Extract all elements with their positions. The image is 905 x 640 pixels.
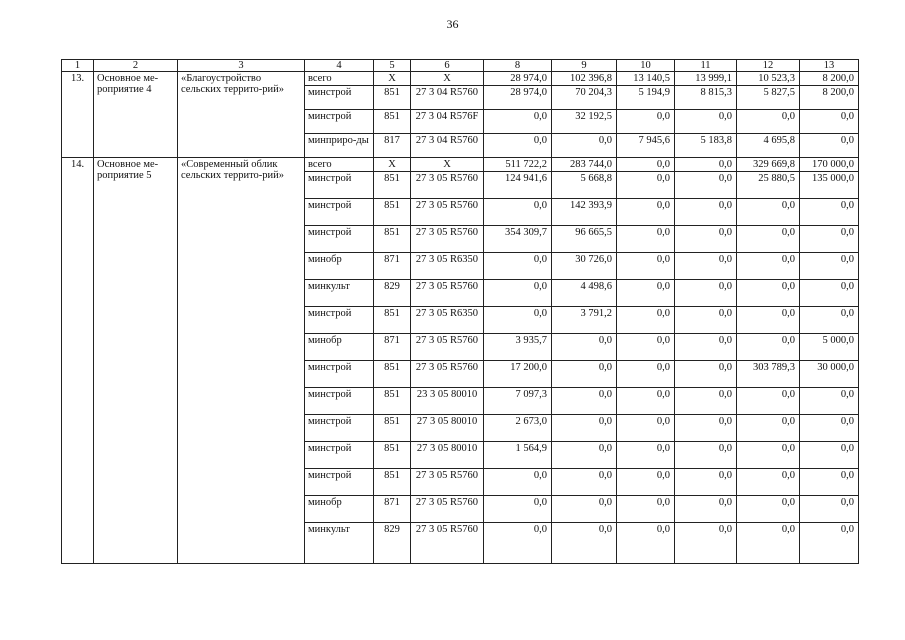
- value-col-8: 1 564,9: [484, 442, 552, 469]
- executor-cell: минприро-ды: [305, 134, 374, 158]
- executor-cell: минстрой: [305, 86, 374, 110]
- ministry-code-cell: 851: [374, 226, 411, 253]
- header-cell: 11: [675, 60, 737, 72]
- executor-cell: минобр: [305, 496, 374, 523]
- value-col-10: 0,0: [617, 442, 675, 469]
- ministry-code-cell: 851: [374, 442, 411, 469]
- ministry-code-cell: 871: [374, 334, 411, 361]
- value-col-8: 354 309,7: [484, 226, 552, 253]
- value-col-11: 0,0: [675, 388, 737, 415]
- budget-code-cell: Х: [411, 158, 484, 172]
- value-col-11: 0,0: [675, 226, 737, 253]
- row-number: 14.: [62, 158, 94, 564]
- header-cell: 10: [617, 60, 675, 72]
- value-col-11: 0,0: [675, 496, 737, 523]
- value-col-11: 0,0: [675, 172, 737, 199]
- value-col-11: 0,0: [675, 334, 737, 361]
- executor-cell: минстрой: [305, 361, 374, 388]
- value-col-8: 0,0: [484, 134, 552, 158]
- budget-code-cell: 27 3 05 R6350: [411, 253, 484, 280]
- value-col-10: 0,0: [617, 199, 675, 226]
- value-col-9: 3 791,2: [552, 307, 617, 334]
- row-number: 13.: [62, 72, 94, 158]
- ministry-code-cell: 851: [374, 361, 411, 388]
- value-col-11: 0,0: [675, 307, 737, 334]
- value-col-11: 13 999,1: [675, 72, 737, 86]
- executor-cell: минстрой: [305, 226, 374, 253]
- ministry-code-cell: 851: [374, 388, 411, 415]
- value-col-10: 0,0: [617, 226, 675, 253]
- header-cell: 8: [484, 60, 552, 72]
- budget-code-cell: 27 3 05 R5760: [411, 523, 484, 564]
- value-col-8: 17 200,0: [484, 361, 552, 388]
- value-col-12: 0,0: [737, 280, 800, 307]
- value-col-13: 8 200,0: [800, 86, 859, 110]
- value-col-9: 102 396,8: [552, 72, 617, 86]
- value-col-8: 0,0: [484, 280, 552, 307]
- value-col-13: 0,0: [800, 134, 859, 158]
- header-cell: 2: [94, 60, 178, 72]
- value-col-12: 25 880,5: [737, 172, 800, 199]
- budget-code-cell: Х: [411, 72, 484, 86]
- value-col-9: 0,0: [552, 523, 617, 564]
- ministry-code-cell: 871: [374, 496, 411, 523]
- event-title: Основное ме-роприятие 5: [94, 158, 178, 564]
- header-cell: 9: [552, 60, 617, 72]
- value-col-10: 0,0: [617, 388, 675, 415]
- value-col-9: 5 668,8: [552, 172, 617, 199]
- budget-code-cell: 27 3 04 R5760: [411, 134, 484, 158]
- value-col-8: 0,0: [484, 307, 552, 334]
- value-col-9: 30 726,0: [552, 253, 617, 280]
- executor-cell: минкульт: [305, 280, 374, 307]
- value-col-11: 8 815,3: [675, 86, 737, 110]
- header-row: [62, 60, 859, 72]
- value-col-13: 0,0: [800, 253, 859, 280]
- value-col-12: 303 789,3: [737, 361, 800, 388]
- value-col-9: 0,0: [552, 496, 617, 523]
- executor-cell: минобр: [305, 253, 374, 280]
- value-col-12: 0,0: [737, 469, 800, 496]
- budget-code-cell: 27 3 05 R6350: [411, 307, 484, 334]
- value-col-9: 0,0: [552, 442, 617, 469]
- value-col-10: 0,0: [617, 172, 675, 199]
- value-col-11: 0,0: [675, 469, 737, 496]
- value-col-10: 7 945,6: [617, 134, 675, 158]
- ministry-code-cell: 829: [374, 523, 411, 564]
- value-col-13: 0,0: [800, 442, 859, 469]
- ministry-code-cell: 851: [374, 110, 411, 134]
- value-col-13: 0,0: [800, 280, 859, 307]
- budget-code-cell: 27 3 05 R5760: [411, 172, 484, 199]
- value-col-12: 0,0: [737, 307, 800, 334]
- value-col-9: 283 744,0: [552, 158, 617, 172]
- value-col-11: 0,0: [675, 523, 737, 564]
- value-col-12: 0,0: [737, 388, 800, 415]
- budget-code-cell: 27 3 04 R5760: [411, 86, 484, 110]
- value-col-13: 0,0: [800, 307, 859, 334]
- budget-code-cell: 27 3 05 80010: [411, 442, 484, 469]
- header-cell: 1: [62, 60, 94, 72]
- value-col-12: 0,0: [737, 523, 800, 564]
- header-cell: 12: [737, 60, 800, 72]
- value-col-13: 0,0: [800, 388, 859, 415]
- ministry-code-cell: 829: [374, 280, 411, 307]
- value-col-13: 0,0: [800, 110, 859, 134]
- value-col-13: 0,0: [800, 469, 859, 496]
- budget-table: [61, 59, 859, 564]
- value-col-8: 0,0: [484, 199, 552, 226]
- ministry-code-cell: Х: [374, 72, 411, 86]
- value-col-8: 511 722,2: [484, 158, 552, 172]
- ministry-code-cell: 851: [374, 199, 411, 226]
- table-body: [62, 72, 859, 564]
- value-col-8: 28 974,0: [484, 72, 552, 86]
- executor-cell: минстрой: [305, 415, 374, 442]
- value-col-13: 0,0: [800, 415, 859, 442]
- value-col-12: 0,0: [737, 253, 800, 280]
- budget-code-cell: 27 3 05 R5760: [411, 469, 484, 496]
- value-col-8: 0,0: [484, 110, 552, 134]
- value-col-9: 96 665,5: [552, 226, 617, 253]
- value-col-8: 0,0: [484, 469, 552, 496]
- value-col-8: 7 097,3: [484, 388, 552, 415]
- value-col-12: 0,0: [737, 442, 800, 469]
- value-col-13: 0,0: [800, 199, 859, 226]
- value-col-11: 0,0: [675, 158, 737, 172]
- value-col-8: 0,0: [484, 253, 552, 280]
- value-col-10: 0,0: [617, 253, 675, 280]
- value-col-12: 0,0: [737, 110, 800, 134]
- event-name: «Современный облик сельских террито-рий»: [178, 158, 305, 564]
- header-cell: 3: [178, 60, 305, 72]
- value-col-13: 8 200,0: [800, 72, 859, 86]
- header-cell: 6: [411, 60, 484, 72]
- value-col-12: 10 523,3: [737, 72, 800, 86]
- value-col-10: 0,0: [617, 334, 675, 361]
- value-col-9: 0,0: [552, 469, 617, 496]
- header-cell: 5: [374, 60, 411, 72]
- value-col-10: 0,0: [617, 110, 675, 134]
- header-cell: 4: [305, 60, 374, 72]
- value-col-10: 5 194,9: [617, 86, 675, 110]
- value-col-8: 0,0: [484, 496, 552, 523]
- value-col-11: 0,0: [675, 280, 737, 307]
- value-col-13: 30 000,0: [800, 361, 859, 388]
- event-title: Основное ме-роприятие 4: [94, 72, 178, 158]
- executor-cell: всего: [305, 158, 374, 172]
- value-col-10: 0,0: [617, 469, 675, 496]
- value-col-13: 135 000,0: [800, 172, 859, 199]
- value-col-10: 0,0: [617, 361, 675, 388]
- value-col-11: 5 183,8: [675, 134, 737, 158]
- value-col-11: 0,0: [675, 361, 737, 388]
- value-col-8: 0,0: [484, 523, 552, 564]
- value-col-12: 329 669,8: [737, 158, 800, 172]
- value-col-10: 0,0: [617, 523, 675, 564]
- value-col-8: 28 974,0: [484, 86, 552, 110]
- budget-code-cell: 27 3 05 R5760: [411, 226, 484, 253]
- value-col-12: 0,0: [737, 334, 800, 361]
- ministry-code-cell: 851: [374, 86, 411, 110]
- executor-cell: всего: [305, 72, 374, 86]
- value-col-13: 0,0: [800, 496, 859, 523]
- value-col-8: 124 941,6: [484, 172, 552, 199]
- budget-code-cell: 27 3 05 R5760: [411, 361, 484, 388]
- value-col-11: 0,0: [675, 199, 737, 226]
- value-col-13: 5 000,0: [800, 334, 859, 361]
- value-col-8: 3 935,7: [484, 334, 552, 361]
- value-col-12: 5 827,5: [737, 86, 800, 110]
- ministry-code-cell: 851: [374, 172, 411, 199]
- value-col-9: 142 393,9: [552, 199, 617, 226]
- executor-cell: минстрой: [305, 442, 374, 469]
- value-col-13: 0,0: [800, 523, 859, 564]
- budget-code-cell: 27 3 05 R5760: [411, 280, 484, 307]
- value-col-9: 70 204,3: [552, 86, 617, 110]
- value-col-10: 0,0: [617, 496, 675, 523]
- header-cell: 13: [800, 60, 859, 72]
- value-col-12: 0,0: [737, 199, 800, 226]
- executor-cell: минстрой: [305, 172, 374, 199]
- budget-code-cell: 27 3 05 R5760: [411, 334, 484, 361]
- executor-cell: минстрой: [305, 388, 374, 415]
- ministry-code-cell: Х: [374, 158, 411, 172]
- value-col-9: 32 192,5: [552, 110, 617, 134]
- value-col-9: 0,0: [552, 334, 617, 361]
- ministry-code-cell: 817: [374, 134, 411, 158]
- value-col-12: 0,0: [737, 226, 800, 253]
- value-col-13: 170 000,0: [800, 158, 859, 172]
- budget-code-cell: 27 3 05 R5760: [411, 496, 484, 523]
- executor-cell: минстрой: [305, 110, 374, 134]
- event-name: «Благоустройство сельских террито-рий»: [178, 72, 305, 158]
- page-number: 36: [446, 17, 459, 31]
- budget-code-cell: 27 3 04 R576F: [411, 110, 484, 134]
- executor-cell: минстрой: [305, 307, 374, 334]
- value-col-8: 2 673,0: [484, 415, 552, 442]
- value-col-11: 0,0: [675, 253, 737, 280]
- value-col-10: 0,0: [617, 280, 675, 307]
- value-col-10: 13 140,5: [617, 72, 675, 86]
- value-col-10: 0,0: [617, 415, 675, 442]
- value-col-11: 0,0: [675, 110, 737, 134]
- value-col-12: 0,0: [737, 415, 800, 442]
- value-col-9: 0,0: [552, 361, 617, 388]
- executor-cell: минобр: [305, 334, 374, 361]
- executor-cell: минкульт: [305, 523, 374, 564]
- budget-code-cell: 23 3 05 80010: [411, 388, 484, 415]
- executor-cell: минстрой: [305, 469, 374, 496]
- budget-code-cell: 27 3 05 R5760: [411, 199, 484, 226]
- ministry-code-cell: 851: [374, 307, 411, 334]
- value-col-12: 0,0: [737, 496, 800, 523]
- value-col-9: 0,0: [552, 415, 617, 442]
- ministry-code-cell: 851: [374, 415, 411, 442]
- ministry-code-cell: 871: [374, 253, 411, 280]
- value-col-9: 4 498,6: [552, 280, 617, 307]
- value-col-10: 0,0: [617, 158, 675, 172]
- value-col-12: 4 695,8: [737, 134, 800, 158]
- value-col-13: 0,0: [800, 226, 859, 253]
- table-row: [62, 72, 859, 86]
- value-col-9: 0,0: [552, 388, 617, 415]
- ministry-code-cell: 851: [374, 469, 411, 496]
- value-col-9: 0,0: [552, 134, 617, 158]
- value-col-10: 0,0: [617, 307, 675, 334]
- value-col-11: 0,0: [675, 415, 737, 442]
- value-col-11: 0,0: [675, 442, 737, 469]
- budget-code-cell: 27 3 05 80010: [411, 415, 484, 442]
- table-row: [62, 158, 859, 172]
- executor-cell: минстрой: [305, 199, 374, 226]
